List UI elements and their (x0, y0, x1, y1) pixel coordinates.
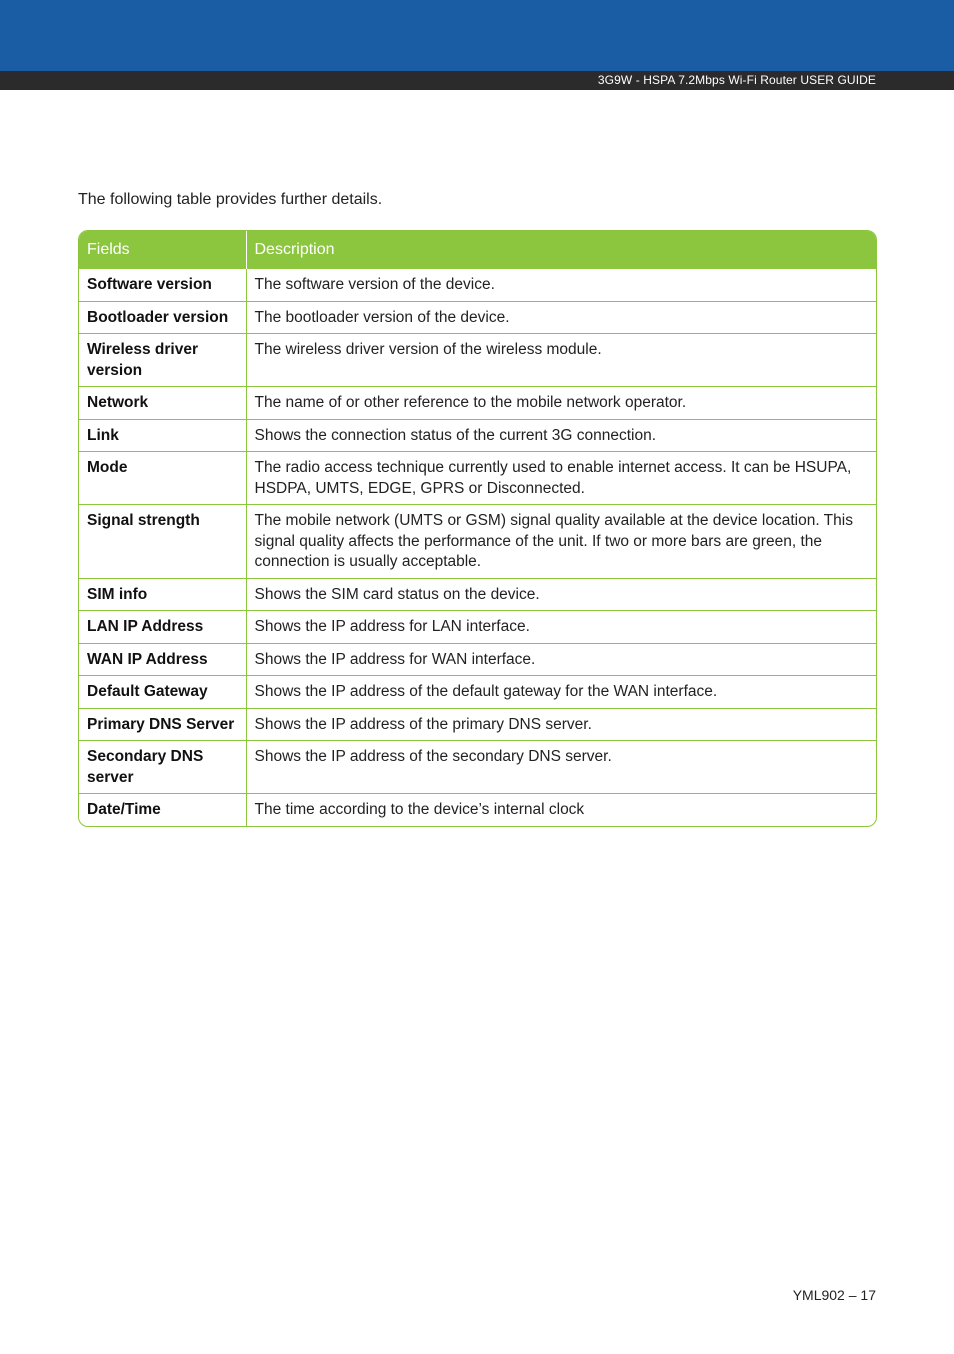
field-name: Mode (79, 452, 246, 505)
field-description: Shows the IP address of the secondary DNS server. (246, 741, 876, 794)
table-row (79, 578, 876, 611)
intro-text: The following table provides further details. (78, 191, 383, 208)
field-name: Secondary DNS server (79, 741, 246, 794)
field-name: SIM info (79, 578, 246, 611)
field-name: Signal strength (79, 505, 246, 579)
table-row (79, 301, 876, 334)
page-number: YML902 – 17 (792, 1287, 876, 1303)
field-name: LAN IP Address (79, 611, 246, 644)
field-description: The radio access technique currently used to enable internet access. It can be HSUPA, HSDPA, UMTS, EDGE, GPRS or Disconnected. (246, 452, 876, 505)
table-row (79, 452, 876, 505)
field-description: The wireless driver version of the wireless module. (246, 334, 876, 387)
field-name: Bootloader version (79, 301, 246, 334)
field-name: Date/Time (79, 794, 246, 826)
header-description: Description (246, 231, 876, 269)
field-description: The name of or other reference to the mobile network operator. (246, 387, 876, 420)
field-name: Wireless driver version (79, 334, 246, 387)
table-row (79, 611, 876, 644)
table-row (79, 676, 876, 709)
field-description: The bootloader version of the device. (246, 301, 876, 334)
header-fields: Fields (79, 231, 246, 269)
table-row (79, 387, 876, 420)
field-description: Shows the IP address of the default gateway for the WAN interface. (246, 676, 876, 709)
field-description: Shows the SIM card status on the device. (246, 578, 876, 611)
field-description: Shows the connection status of the current 3G connection. (246, 419, 876, 452)
table-row (79, 269, 876, 302)
table-row (79, 794, 876, 826)
field-description: The software version of the device. (246, 269, 876, 302)
guide-title: 3G9W - HSPA 7.2Mbps Wi-Fi Router USER GUIDE (597, 73, 876, 87)
field-description: Shows the IP address for LAN interface. (246, 611, 876, 644)
field-name: Software version (79, 269, 246, 302)
field-name: Link (79, 419, 246, 452)
header-band (0, 0, 954, 71)
field-name: WAN IP Address (79, 643, 246, 676)
table-row (79, 419, 876, 452)
guide-title-bar (0, 71, 954, 90)
table-row (79, 741, 876, 794)
details-table (78, 230, 877, 827)
field-description: Shows the IP address for WAN interface. (246, 643, 876, 676)
table-row (79, 643, 876, 676)
field-name: Network (79, 387, 246, 420)
field-description: The time according to the device’s internal clock (246, 794, 876, 826)
field-description: Shows the IP address of the primary DNS server. (246, 708, 876, 741)
field-name: Primary DNS Server (79, 708, 246, 741)
table-row (79, 334, 876, 387)
table-row (79, 505, 876, 579)
field-description: The mobile network (UMTS or GSM) signal quality available at the device location. This signal quality affects the performance of the unit. If two or more bars are green, the connection is usually acceptable. (246, 505, 876, 579)
table-row (79, 708, 876, 741)
table-header-row (79, 231, 876, 269)
field-name: Default Gateway (79, 676, 246, 709)
